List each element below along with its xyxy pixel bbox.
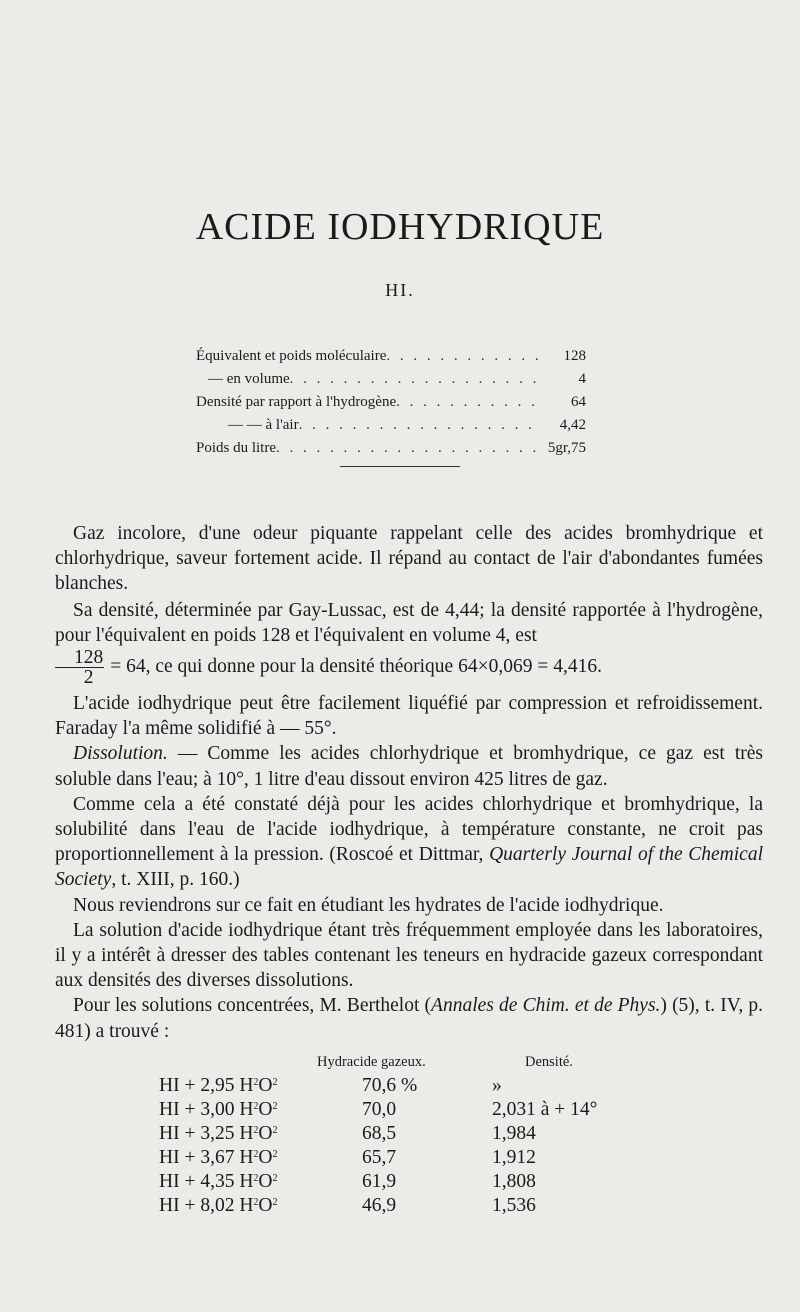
- formula-sup: 2: [272, 1173, 278, 1184]
- property-value: 5gr,75: [547, 440, 586, 456]
- table-row: [155, 1146, 625, 1170]
- property-row: [196, 368, 586, 391]
- property-value: 128: [563, 348, 586, 364]
- header-densite: Densité.: [525, 1054, 573, 1070]
- paragraph-description: Gaz incolore, d'une odeur piquante rappelant celle des acides bromhydrique et chlorhydrique, saveur fortement acide. Il répand au contact de l'air d'abondantes fumées blanches.: [55, 523, 763, 595]
- hydracide-cell: 68,5: [362, 1123, 397, 1144]
- annales-citation: Annales de Chim. et de Phys.: [431, 995, 661, 1017]
- paragraph-berthelot: [55, 993, 763, 1043]
- formula-oxygen: O: [258, 1171, 273, 1192]
- formula-cell: [159, 1098, 278, 1122]
- fraction-denominator: 2: [83, 667, 94, 689]
- paragraph-tables: La solution d'acide iodhydrique étant très fréquemment employée dans les laboratoires, il y a intérêt à dresser des tables contenant les teneurs en hydracide gazeux correspondant aux densités des diverses dissolutions.: [55, 919, 763, 992]
- formula-oxygen: O: [258, 1147, 273, 1168]
- densite-cell: 1,984: [492, 1123, 536, 1144]
- formula-sub: 2: [253, 1125, 259, 1136]
- formula-text: HI + 3,67 H: [159, 1147, 254, 1168]
- paragraph-dissolution: [55, 741, 763, 791]
- density-text: Sa densité, déterminée par Gay-Lussac, est de 4,44; la densité rapportée à l'hydrogène, pour l'équivalent en poids 128 et l'équivalent en volume 4, est: [55, 599, 763, 646]
- dissolution-heading: Dissolution.: [73, 743, 168, 765]
- formula-text: HI + 3,00 H: [159, 1099, 254, 1120]
- properties-list: [196, 345, 586, 460]
- hydracide-cell: 70,0: [362, 1099, 397, 1120]
- property-row: [196, 437, 586, 460]
- section-divider: [340, 466, 460, 467]
- formula-sup: 2: [272, 1125, 278, 1136]
- fraction-numerator: 128: [55, 648, 104, 668]
- table-row: [155, 1122, 625, 1146]
- solubility-text: Comme cela a été constaté déjà pour les acides chlorhydrique et bromhydrique, la solubilité dans l'eau de l'acide iodhydrique, à température constante, ne croit pas proportionnellement à la pression. (Roscoé et Dittmar,: [55, 793, 763, 866]
- density-result: = 64, ce qui donne pour la densité théorique 64×0,069 = 4,416.: [110, 655, 602, 677]
- formula-oxygen: O: [258, 1075, 273, 1096]
- property-label: Densité par rapport à l'hydrogène: [196, 394, 397, 410]
- property-label: — — à l'air: [228, 417, 299, 433]
- formula-sub: 2: [253, 1101, 259, 1112]
- dissolution-text: — Comme les acides chlorhydrique et bromhydrique, ce gaz est très soluble dans l'eau; à 10°, 1 litre d'eau dissout environ 425 litres de gaz.: [55, 743, 763, 790]
- formula-text: HI + 3,25 H: [159, 1123, 254, 1144]
- citation-ref: , t. XIII, p. 160.): [111, 869, 240, 891]
- formula-sup: 2: [272, 1149, 278, 1160]
- formula-oxygen: O: [258, 1123, 273, 1144]
- solutions-table: [155, 1054, 625, 1218]
- formula-sub: 2: [253, 1149, 259, 1160]
- formula-sup: 2: [272, 1077, 278, 1088]
- section-number: HI.: [385, 280, 415, 300]
- property-row: [196, 345, 586, 368]
- leader-dots: [386, 345, 540, 368]
- journal-citation: Quarterly Journal of the Chemical Society: [55, 844, 763, 891]
- header-hydracide: Hydracide gazeux.: [317, 1054, 426, 1070]
- hydracide-cell: 70,6 %: [362, 1075, 418, 1096]
- property-value: 4: [578, 371, 586, 387]
- paragraph-hydrates: Nous reviendrons sur ce fait en étudiant les hydrates de l'acide iodhydrique.: [73, 894, 664, 916]
- leader-dots: [396, 391, 540, 414]
- body-text: [55, 521, 763, 1044]
- property-label: Équivalent et poids moléculaire: [196, 348, 387, 364]
- formula-cell: [159, 1170, 278, 1194]
- table-row: [155, 1194, 625, 1218]
- table-header: [155, 1054, 625, 1074]
- table-row: [155, 1098, 625, 1122]
- formula-text: HI + 2,95 H: [159, 1075, 254, 1096]
- formula-sub: 2: [253, 1197, 259, 1208]
- formula-cell: [159, 1194, 278, 1218]
- formula-sub: 2: [253, 1173, 259, 1184]
- formula-sup: 2: [272, 1197, 278, 1208]
- paragraph-density: [55, 598, 763, 687]
- densite-cell: 1,536: [492, 1195, 536, 1216]
- berthelot-text: Pour les solutions concentrées, M. Berthelot (: [73, 995, 432, 1017]
- leader-dots: [290, 368, 540, 391]
- property-row: [196, 391, 586, 414]
- table-row: [155, 1170, 625, 1194]
- formula-sup: 2: [272, 1101, 278, 1112]
- page-title: ACIDE IODHYDRIQUE: [195, 206, 605, 248]
- paragraph-liquefaction: L'acide iodhydrique peut être facilement liquéfié par compression et refroidissement. Faraday l'a même solidifié à — 55°.: [55, 693, 763, 740]
- property-value: 64: [571, 394, 586, 410]
- property-row: [196, 414, 586, 437]
- fraction: [55, 648, 104, 687]
- densite-cell: »: [492, 1075, 502, 1096]
- formula-cell: [159, 1146, 278, 1170]
- formula-oxygen: O: [258, 1099, 273, 1120]
- formula-sub: 2: [253, 1077, 259, 1088]
- formula-cell: [159, 1074, 278, 1098]
- densite-cell: 2,031 à + 14°: [492, 1099, 598, 1120]
- formula-oxygen: O: [258, 1195, 273, 1216]
- formula-cell: [159, 1122, 278, 1146]
- hydracide-cell: 46,9: [362, 1195, 397, 1216]
- leader-dots: [276, 437, 540, 460]
- property-label: — en volume: [208, 371, 290, 387]
- berthelot-ref: ) (5), t. IV, p. 481) a trouvé :: [55, 995, 763, 1042]
- densite-cell: 1,808: [492, 1171, 536, 1192]
- hydracide-cell: 65,7: [362, 1147, 397, 1168]
- table-body: [155, 1074, 625, 1218]
- property-value: 4,42: [559, 417, 586, 433]
- formula-text: HI + 4,35 H: [159, 1171, 254, 1192]
- densite-cell: 1,912: [492, 1147, 536, 1168]
- leader-dots: [299, 414, 540, 437]
- hydracide-cell: 61,9: [362, 1171, 397, 1192]
- paragraph-solubility: [55, 792, 763, 893]
- formula-text: HI + 8,02 H: [159, 1195, 254, 1216]
- property-label: Poids du litre: [196, 440, 277, 456]
- table-row: [155, 1074, 625, 1098]
